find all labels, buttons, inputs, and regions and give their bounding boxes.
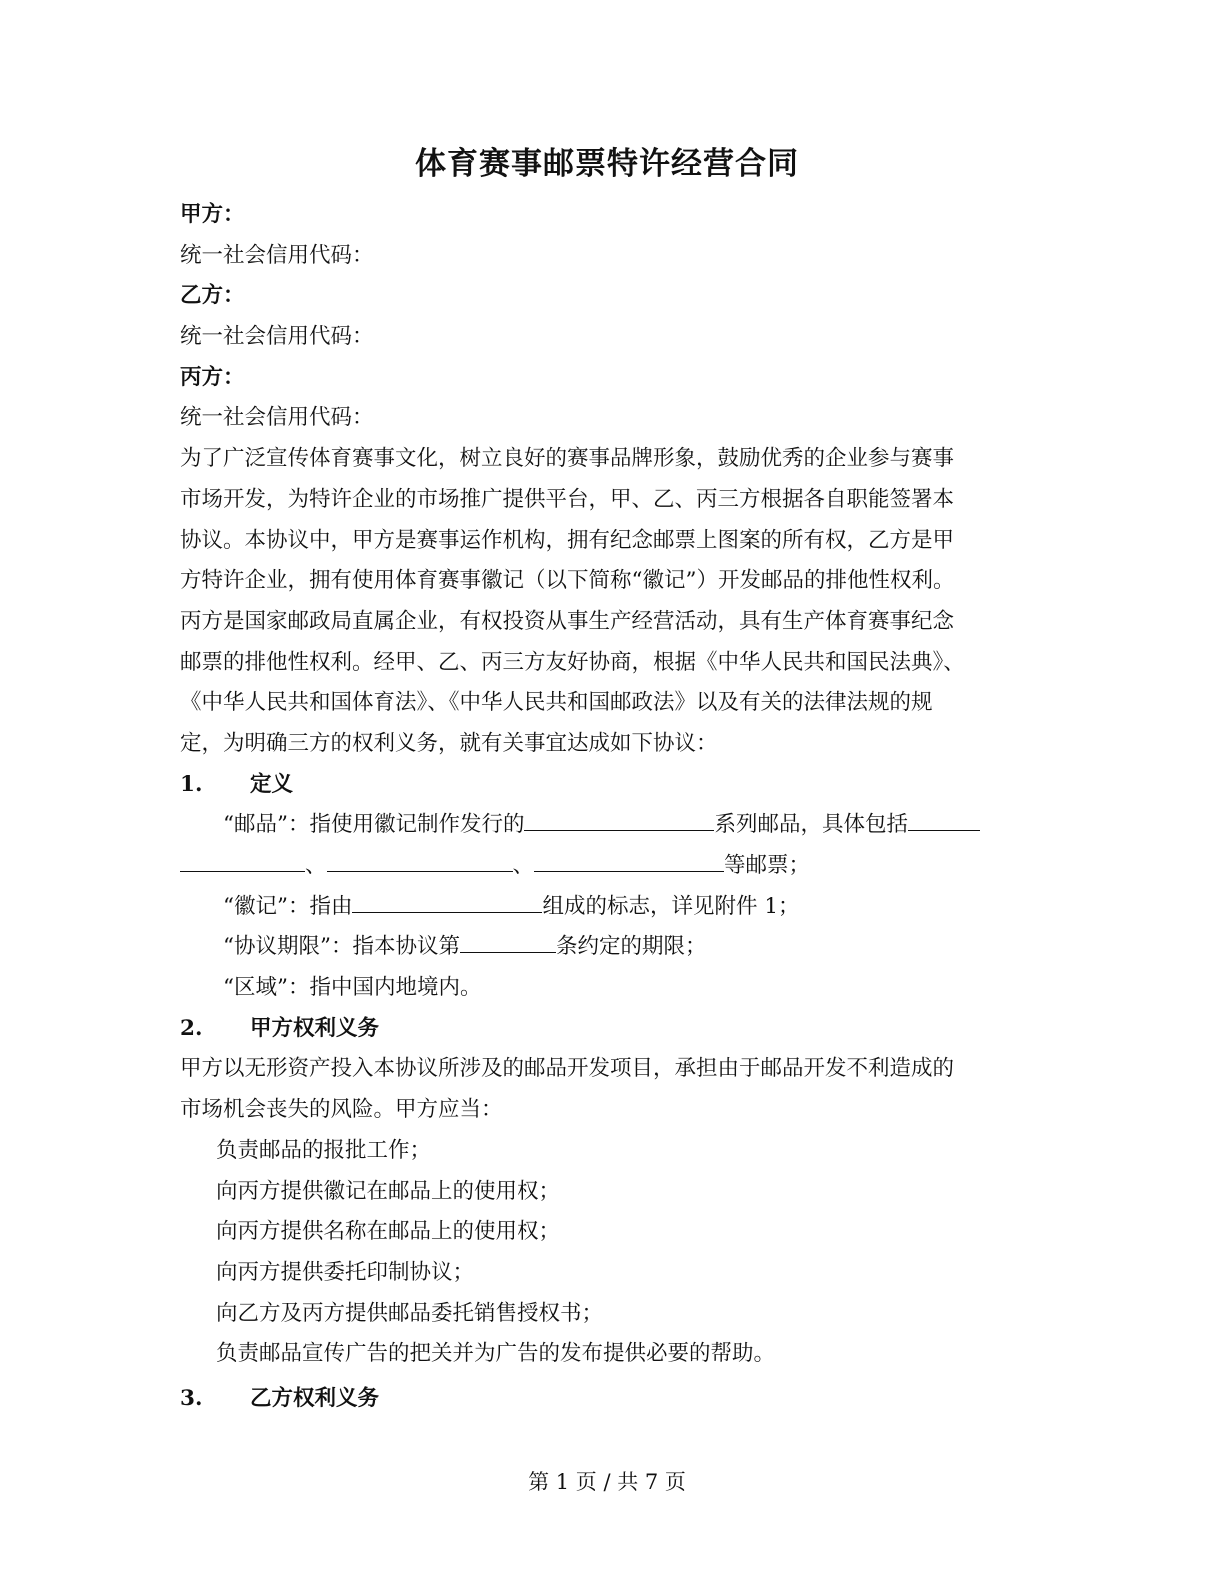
- intro-line: 方特许企业，拥有使用体育赛事徽记（以下简称“徽记”）开发邮品的排他性权利。: [180, 568, 955, 594]
- definition-text: “协议期限”：指本协议第: [223, 934, 460, 960]
- intro-paragraph: [180, 439, 1048, 765]
- document-body: [180, 195, 1048, 1420]
- party-b-label: 乙方：: [180, 283, 245, 309]
- intro-line: 邮票的排他性权利。经甲、乙、丙三方友好协商，根据《中华人民共和国民法典》、: [180, 649, 965, 675]
- obligation-item: 向丙方提供委托印制协议；: [216, 1259, 475, 1285]
- section-number: 2.: [180, 1015, 203, 1041]
- intro-line: 协议。本协议中，甲方是赛事运作机构，拥有纪念邮票上图案的所有权，乙方是甲: [180, 527, 955, 553]
- section-title: 甲方权利义务: [250, 1015, 380, 1041]
- party-c-label: 丙方：: [180, 364, 245, 390]
- section-2-intro-line: 市场机会丧失的风险。甲方应当：: [180, 1097, 503, 1123]
- intro-line: 定，为明确三方的权利义务，就有关事宜达成如下协议：: [180, 730, 718, 756]
- definition-text: “邮品”：指使用徽记制作发行的: [223, 812, 525, 838]
- obligation-item: 向丙方提供徽记在邮品上的使用权；: [216, 1178, 561, 1204]
- definition-stamp: [180, 805, 1048, 846]
- intro-line: 丙方是国家邮政局直属企业，有权投资从事生产经营活动，具有生产体育赛事纪念: [180, 608, 955, 634]
- fill-blank[interactable]: [534, 847, 724, 872]
- definition-text: “徽记”：指由: [223, 893, 353, 919]
- separator-text: 、: [305, 853, 327, 878]
- section-number: 1.: [180, 771, 203, 797]
- section-number: 3.: [180, 1385, 203, 1411]
- definition-text: 组成的标志，详见附件 1；: [542, 893, 800, 919]
- fill-blank[interactable]: [908, 806, 980, 831]
- separator-text: 、: [512, 853, 535, 878]
- document-title: 体育赛事邮票特许经营合同: [415, 146, 799, 182]
- intro-line: 《中华人民共和国体育法》、《中华人民共和国邮政法》以及有关的法律法规的规: [180, 690, 933, 716]
- section-3-heading: [180, 1379, 1048, 1420]
- section-title: 定义: [250, 771, 294, 797]
- party-b-credit-code: 统一社会信用代码：: [180, 324, 374, 350]
- party-c-credit-code: 统一社会信用代码：: [180, 405, 374, 431]
- section-1-heading: [180, 765, 1048, 806]
- fill-blank[interactable]: [524, 806, 714, 831]
- fill-blank[interactable]: [352, 888, 542, 913]
- obligation-item: 负责邮品宣传广告的把关并为广告的发布提供必要的帮助。: [216, 1341, 776, 1367]
- obligation-item: 向乙方及丙方提供邮品委托销售授权书；: [216, 1300, 604, 1326]
- definition-stamp-continued: [180, 846, 1048, 887]
- party-a-credit-code: 统一社会信用代码：: [180, 242, 374, 268]
- definition-term: [180, 927, 1048, 968]
- definition-text: 条约定的期限；: [555, 934, 707, 960]
- section-2-intro-line: 甲方以无形资产投入本协议所涉及的邮品开发项目，承担由于邮品开发不利造成的: [180, 1056, 955, 1082]
- fill-blank[interactable]: [327, 847, 513, 872]
- definition-emblem: [180, 887, 1048, 928]
- section-title: 乙方权利义务: [250, 1385, 380, 1411]
- definition-text: 系列邮品，具体包括: [714, 812, 908, 838]
- intro-line: 市场开发，为特许企业的市场推广提供平台，甲、乙、丙三方根据各自职能签署本: [180, 486, 955, 512]
- definition-region: “区域”：指中国内地境内。: [223, 975, 482, 1001]
- definition-text: 等邮票；: [724, 853, 811, 878]
- page-footer: 第 1 页 / 共 7 页: [528, 1470, 686, 1494]
- obligation-item: 负责邮品的报批工作；: [216, 1137, 432, 1163]
- fill-blank[interactable]: [460, 928, 556, 953]
- intro-line: 为了广泛宣传体育赛事文化，树立良好的赛事品牌形象，鼓励优秀的企业参与赛事: [180, 446, 955, 472]
- obligation-item: 向丙方提供名称在邮品上的使用权；: [216, 1219, 561, 1245]
- section-2-heading: [180, 1009, 1048, 1050]
- fill-blank[interactable]: [180, 847, 305, 872]
- party-a-label: 甲方：: [180, 202, 245, 227]
